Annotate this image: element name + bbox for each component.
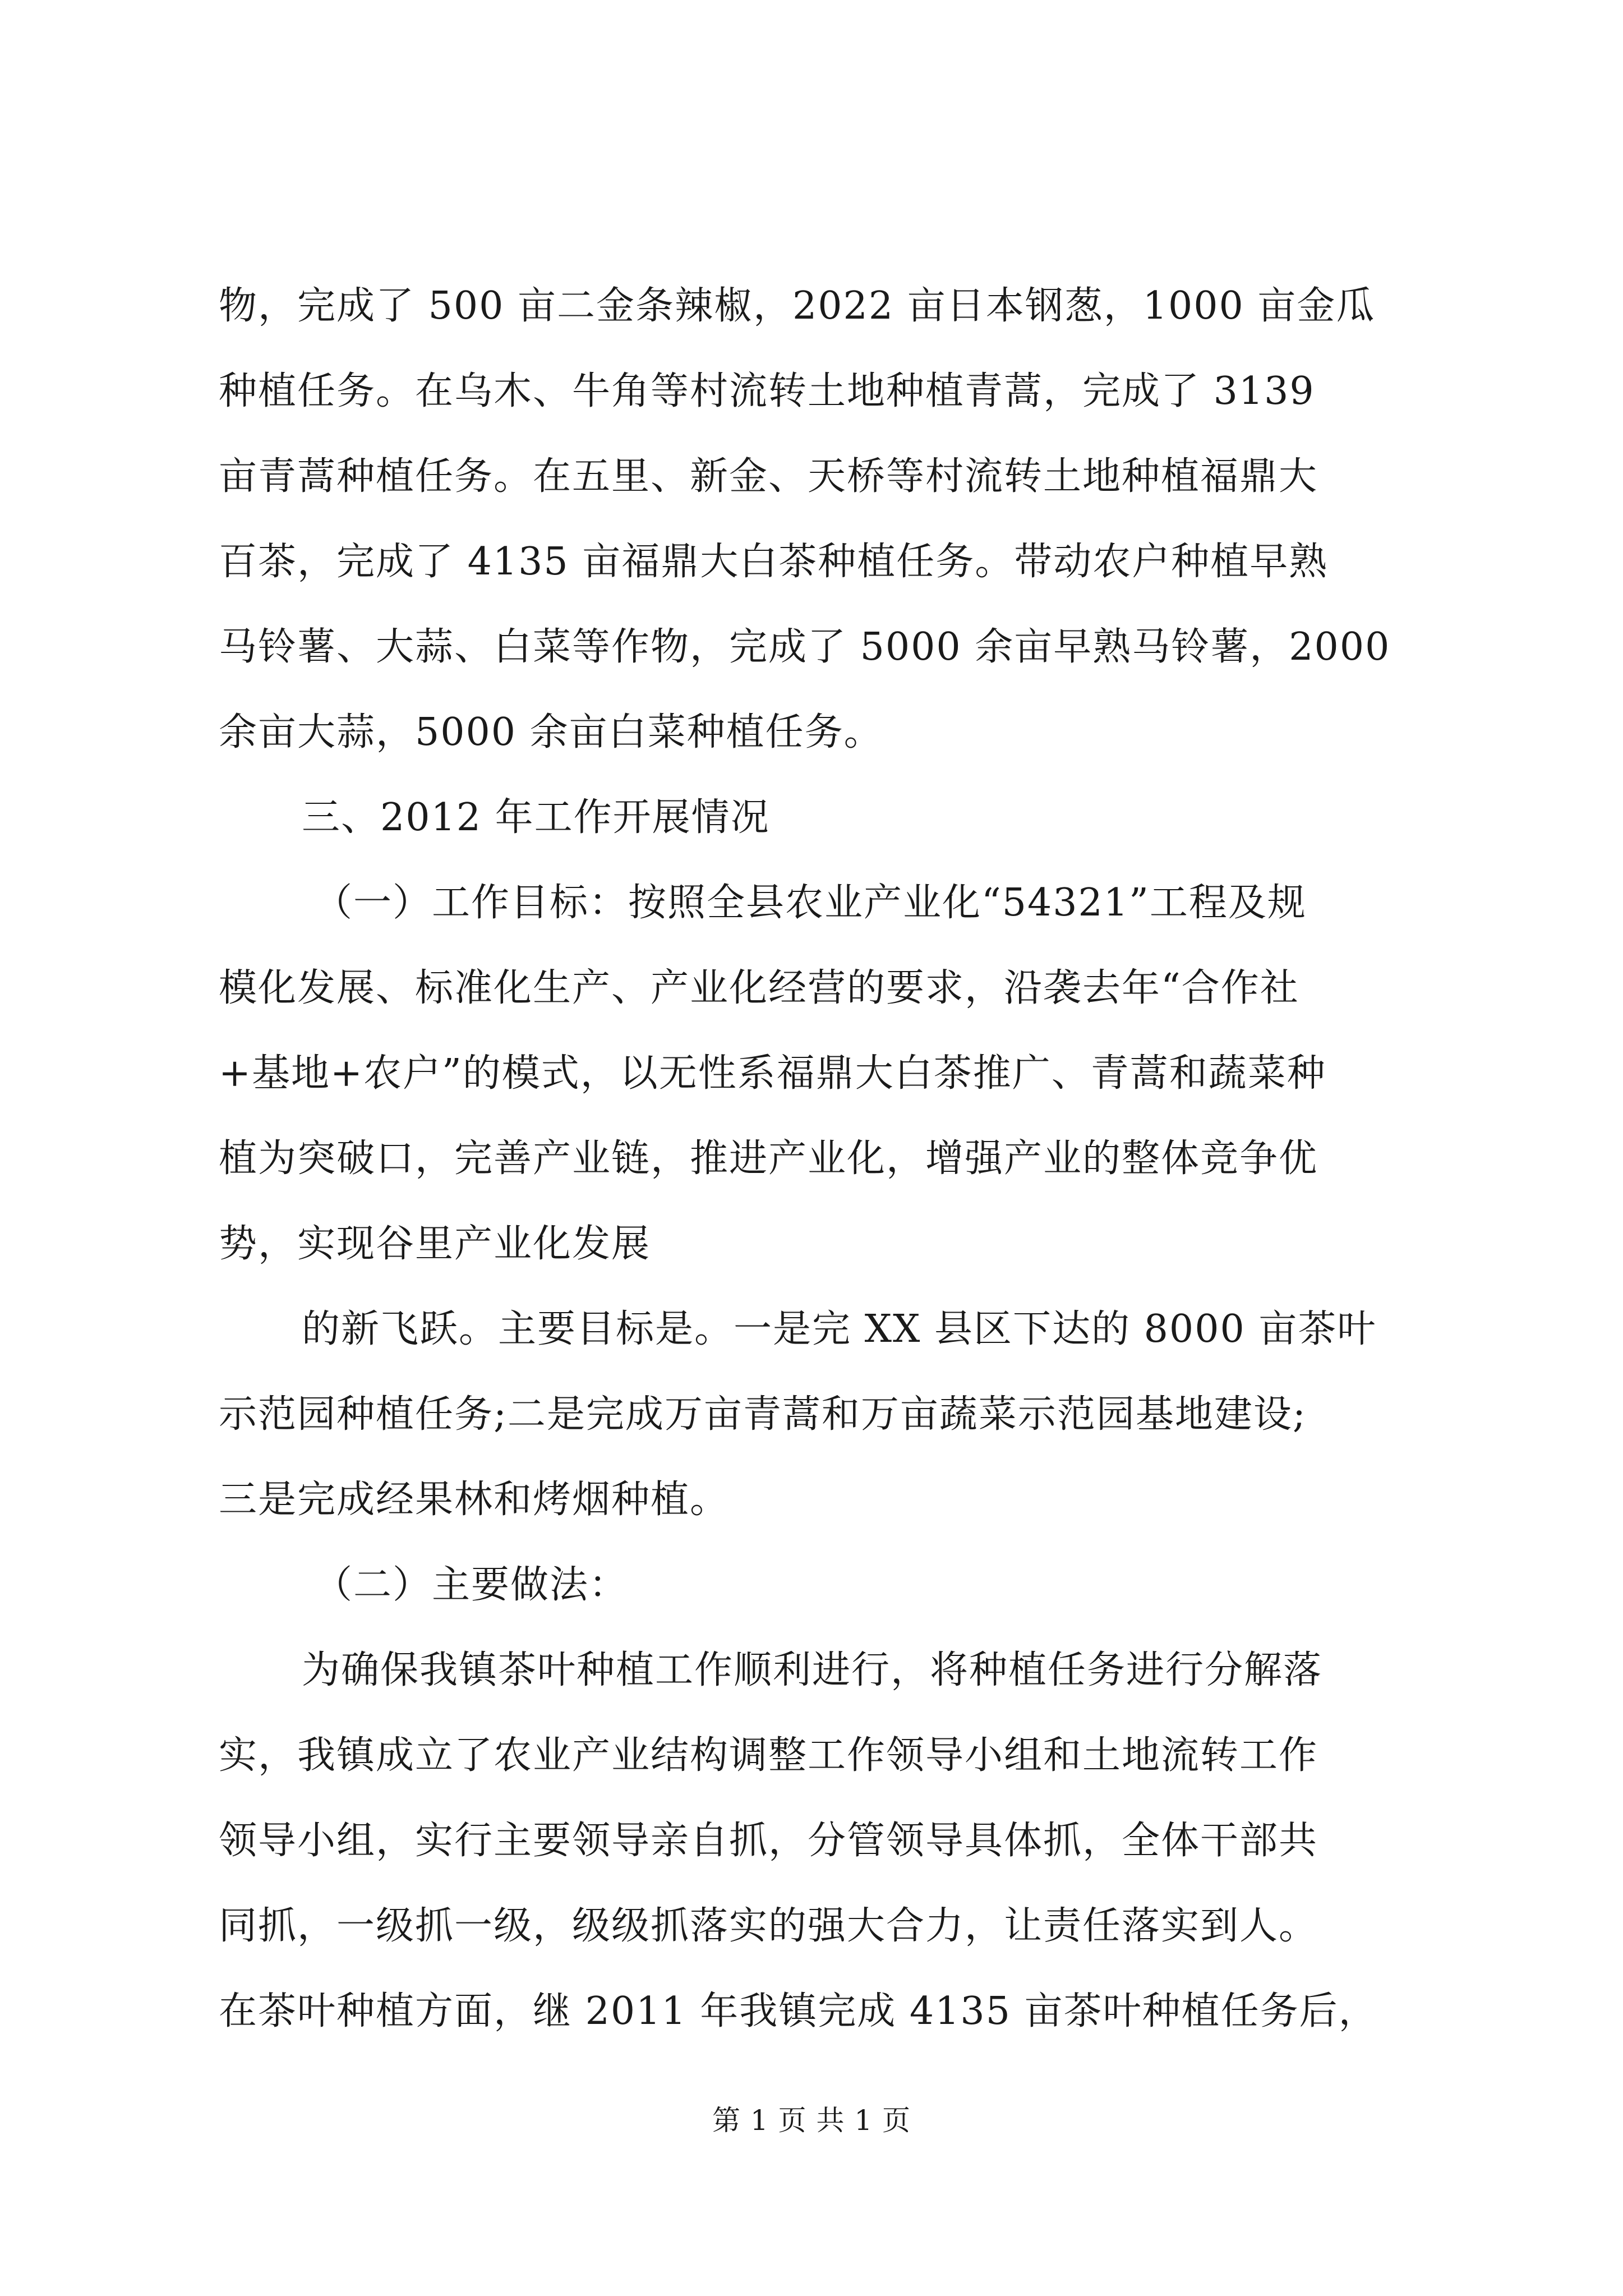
text-line-14: 示范园种植任务;二是完成万亩青蒿和万亩蔬菜示范园基地建设; xyxy=(219,1392,1307,1437)
text-line-3: 亩青蒿种植任务。在五里、新金、天桥等村流转土地种植福鼎大 xyxy=(219,454,1318,499)
text-line-1: 物，完成了 500 亩二金条辣椒，2022 亩日本钢葱，1000 亩金瓜 xyxy=(219,284,1376,328)
text-line-15: 三是完成经果林和烤烟种植。 xyxy=(219,1478,730,1522)
text-line-2: 种植任务。在乌木、牛角等村流转土地种植青蒿，完成了 3139 xyxy=(219,369,1315,413)
text-line-19: 领导小组，实行主要领导亲自抓，分管领导具体抓，全体干部共 xyxy=(219,1819,1318,1863)
page-footer: 第 1 页 共 1 页 xyxy=(712,2104,911,2137)
text-line-18: 实，我镇成立了农业产业结构调整工作领导小组和土地流转工作 xyxy=(219,1733,1318,1778)
text-line-17: 为确保我镇茶叶种植工作顺利进行，将种植任务进行分解落 xyxy=(302,1648,1323,1692)
section-heading-3: 三、2012 年工作开展情况 xyxy=(302,795,770,840)
text-line-10: +基地+农户”的模式，以无性系福鼎大白茶推广、青蒿和蔬菜种 xyxy=(219,1051,1326,1096)
text-line-13: 的新飞跃。主要目标是。一是完 XX 县区下达的 8000 亩茶叶 xyxy=(302,1307,1377,1351)
text-line-4: 百茶，完成了 4135 亩福鼎大白茶种植任务。带动农户种植早熟 xyxy=(219,540,1329,584)
text-line-5: 马铃薯、大蒜、白菜等作物，完成了 5000 余亩早熟马铃薯，2000 xyxy=(219,625,1391,669)
body-text xyxy=(219,264,1419,2054)
text-line-6: 余亩大蒜，5000 余亩白菜种植任务。 xyxy=(219,710,883,754)
text-line-21: 在茶叶种植方面，继 2011 年我镇完成 4135 亩茶叶种植任务后， xyxy=(219,1989,1378,2033)
subsection-heading-2: （二）主要做法： xyxy=(314,1563,629,1607)
text-line-9: 模化发展、标准化生产、产业化经营的要求，沿袭去年“合作社 xyxy=(219,966,1299,1010)
subsection-heading-1: （一）工作目标：按照全县农业产业化“54321”工程及规 xyxy=(314,881,1307,925)
text-line-12: 势，实现谷里产业化发展 xyxy=(219,1222,651,1266)
text-line-20: 同抓，一级抓一级，级级抓落实的强大合力，让责任落实到人。 xyxy=(219,1904,1318,1948)
text-line-11: 植为突破口，完善产业链，推进产业化，增强产业的整体竞争优 xyxy=(219,1137,1318,1181)
